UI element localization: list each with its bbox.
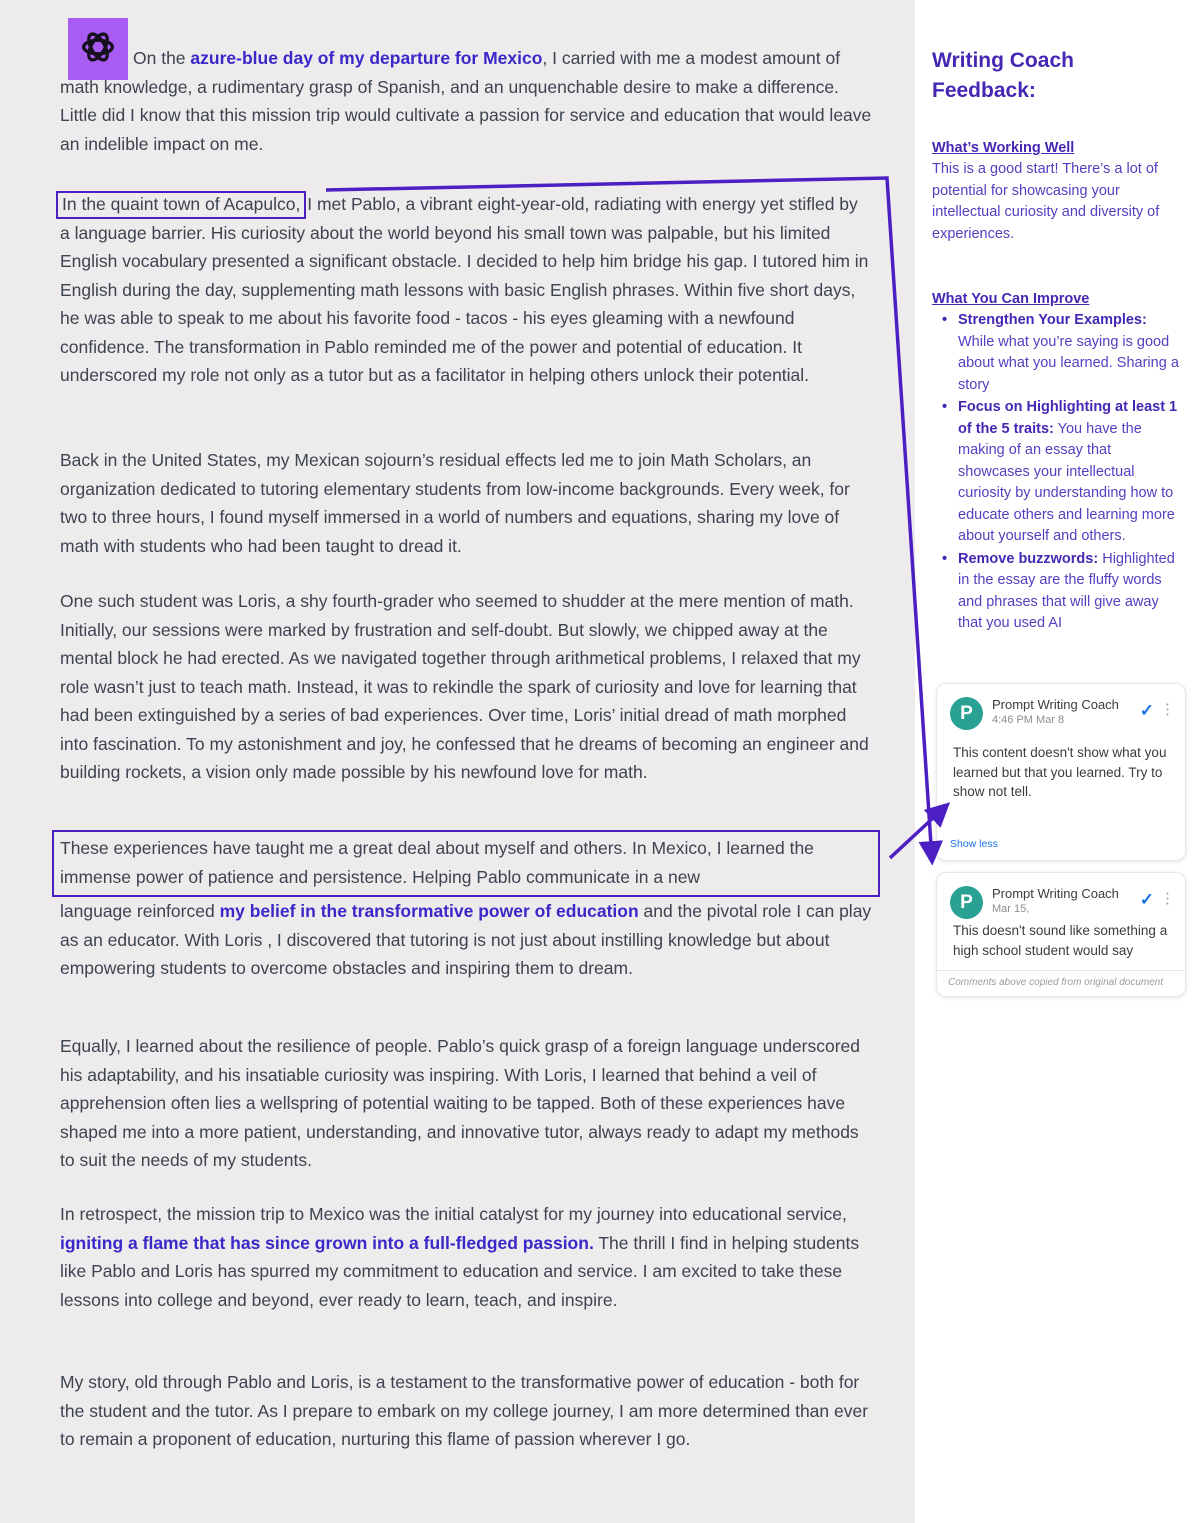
essay-text <box>60 897 872 983</box>
panel-title <box>932 46 1182 106</box>
bullet-lead: Strengthen Your Examples: <box>958 312 1147 328</box>
essay-paragraph-7 <box>60 1200 872 1314</box>
comment-timestamp: 4:46 PM Mar 8 <box>992 714 1065 726</box>
panel-title-line1: Writing Coach <box>932 49 1074 72</box>
avatar: P <box>950 886 983 919</box>
comment-author-block <box>992 697 1140 728</box>
comment-text: This doesn't sound like something a high school student would say <box>953 923 1168 958</box>
annotation-box-acapulco: In the quaint town of Acapulco, <box>56 191 306 219</box>
annotation-box-experiences: These experiences have taught me a great deal about myself and others. In Mexico, I learned the immense power of patience and persistence. Helping Pablo communicate in a new <box>52 830 880 897</box>
bullet-text: Highlighted in the essay are the fluffy words and phrases that will give away that you used AI <box>958 550 1175 631</box>
buzzword-highlight: igniting a flame that has since grown into a full-fledged passion. <box>60 1232 594 1253</box>
resolve-check-icon[interactable]: ✓ <box>1139 701 1154 720</box>
essay-paragraph-1 <box>60 44 872 158</box>
essay-paragraph-2 <box>60 190 872 390</box>
essay-text: language reinforced <box>60 901 220 921</box>
improve-list <box>932 310 1182 635</box>
bullet-text: You have the making of an essay that showcases your intellectual curiosity by understanding how to educate others and learning more about yourself and others. <box>958 420 1175 544</box>
essay-paragraph-6: Equally, I learned about the resilience of people. Pablo’s quick grasp of a foreign language underscored his adaptability, and his insatiable curiosity was inspiring. With Loris, I learned that behind a veil of apprehension often lies a wellspring of potential waiting to be tapped. Both of these experiences have shaped me into a more patient, understanding, and innovative tutor, always ready to adapt my methods to suit the needs of my students. <box>60 1036 861 1170</box>
show-less-link[interactable]: Show less <box>950 838 998 850</box>
comment-author-block <box>992 886 1140 917</box>
working-well-text: This is a good start! There’s a lot of potential for showcasing your intellectual curiosity and diversity of experiences. <box>932 161 1160 242</box>
essay-text: , I carried with me a modest amount of math knowledge, a rudimentary grasp of Spanish, and an unquenchable desire to make a difference. Little did I know that this mission trip would cultivate a passion for service and education that would leave an indelible impact on me. <box>60 48 872 154</box>
comment-card-1[interactable] <box>936 683 1186 861</box>
comment-timestamp: Mar 15, <box>992 903 1030 915</box>
buzzword-highlight: azure-blue day of my departure for Mexico <box>190 48 543 68</box>
essay-text: and the pivotal role I can play as an educator. With Loris , I discovered that tutoring is not just about instilling knowledge but about empowering students to overcome obstacles and inspiring them to dream. <box>60 901 872 978</box>
resolve-check-icon[interactable]: ✓ <box>1139 890 1154 909</box>
essay-paragraph-5 <box>60 834 872 983</box>
comment-text: This content doesn't show what you learned but that you learned. Try to show not tell. <box>953 745 1167 799</box>
essay-paragraph-3: Back in the United States, my Mexican sojourn’s residual effects led me to join Math Scholars, an organization dedicated to tutoring elementary students from low-income backgrounds. Every week, for two to three hours, I found myself immersed in a world of numbers and equations, sharing my love of math with students who had been taught to dread it. <box>60 450 850 556</box>
comment-card-2[interactable] <box>936 872 1186 997</box>
essay-paragraph-8: My story, old through Pablo and Loris, is a testament to the transformative power of education - both for the student and the tutor. As I prepare to embark on my college journey, I am more determined than ever to remain a proponent of education, nurturing this flame of passion wherever I go. <box>60 1372 869 1449</box>
panel-title-line2: Feedback: <box>932 79 1036 102</box>
essay-text: The thrill I find in helping students like Pablo and Loris has spurred my commitment to education and service. I am excited to take these lessons into college and beyond, ever ready to learn, teach, and inspire. <box>60 1232 860 1310</box>
comment-footer-note: Comments above copied from original document <box>937 970 1185 996</box>
comment-header <box>937 684 1185 730</box>
buzzword-highlight: my belief in the transformative power of education <box>219 901 639 921</box>
improve-bullet-buzzwords <box>932 549 1182 635</box>
essay-text: On the <box>133 48 191 68</box>
comment-header <box>937 873 1185 919</box>
bullet-text: While what you’re saying is good about what you learned. Sharing a story <box>958 333 1179 393</box>
essay-text: In retrospect, the mission trip to Mexico was the initial catalyst for my journey into educational service, <box>60 1204 847 1224</box>
essay-paragraph-4: One such student was Loris, a shy fourth-grader who seemed to shudder at the mere mention of math. Initially, our sessions were marked by frustration and self-doubt. But slowly, we chipped away at the mental block he had erected. As we navigated together through arithmetical problems, I relaxed that my role wasn’t just to teach math. Instead, it was to rekindle the spark of curiosity and love for learning that had been extinguished by a series of bad experiences. Over time, Loris’ initial dread of math morphed into fascination. To my astonishment and joy, he confessed that he dreams of becoming an engineer and building rockets, a vision only made possible by his newfound love for math. <box>60 591 869 782</box>
improve-bullet-traits <box>932 397 1182 548</box>
essay-text: I met Pablo, a vibrant eight-year-old, radiating with energy yet stifled by a language barrier. His curiosity about the world beyond his small town was palpable, but his limited English vocabulary presented a significant obstacle. I decided to help him bridge his gap. I tutored him in English during the day, supplementing math lessons with basic English phrases. Within five short days, he was able to speak to me about his favorite food - tacos - his eyes gleaming with a newfound confidence. The transformation in Pablo reminded me of the power and potential of education. It underscored my role not only as a tutor but as a facilitator in helping others unlock their potential. <box>60 194 869 385</box>
bullet-lead: Remove buzzwords: <box>958 550 1099 567</box>
comment-author: Prompt Writing Coach <box>992 697 1119 712</box>
bullet-lead: Focus on Highlighting at least 1 of the 5 traits: <box>958 399 1178 437</box>
working-well-heading: What’s Working Well <box>932 140 1075 156</box>
comment-author: Prompt Writing Coach <box>992 886 1119 901</box>
improve-bullet-examples <box>932 310 1182 396</box>
overflow-menu-icon[interactable]: ⋮ <box>1160 890 1175 907</box>
improve-heading: What You Can Improve <box>932 291 1090 307</box>
avatar: P <box>950 697 983 730</box>
overflow-menu-icon[interactable]: ⋮ <box>1160 701 1175 718</box>
